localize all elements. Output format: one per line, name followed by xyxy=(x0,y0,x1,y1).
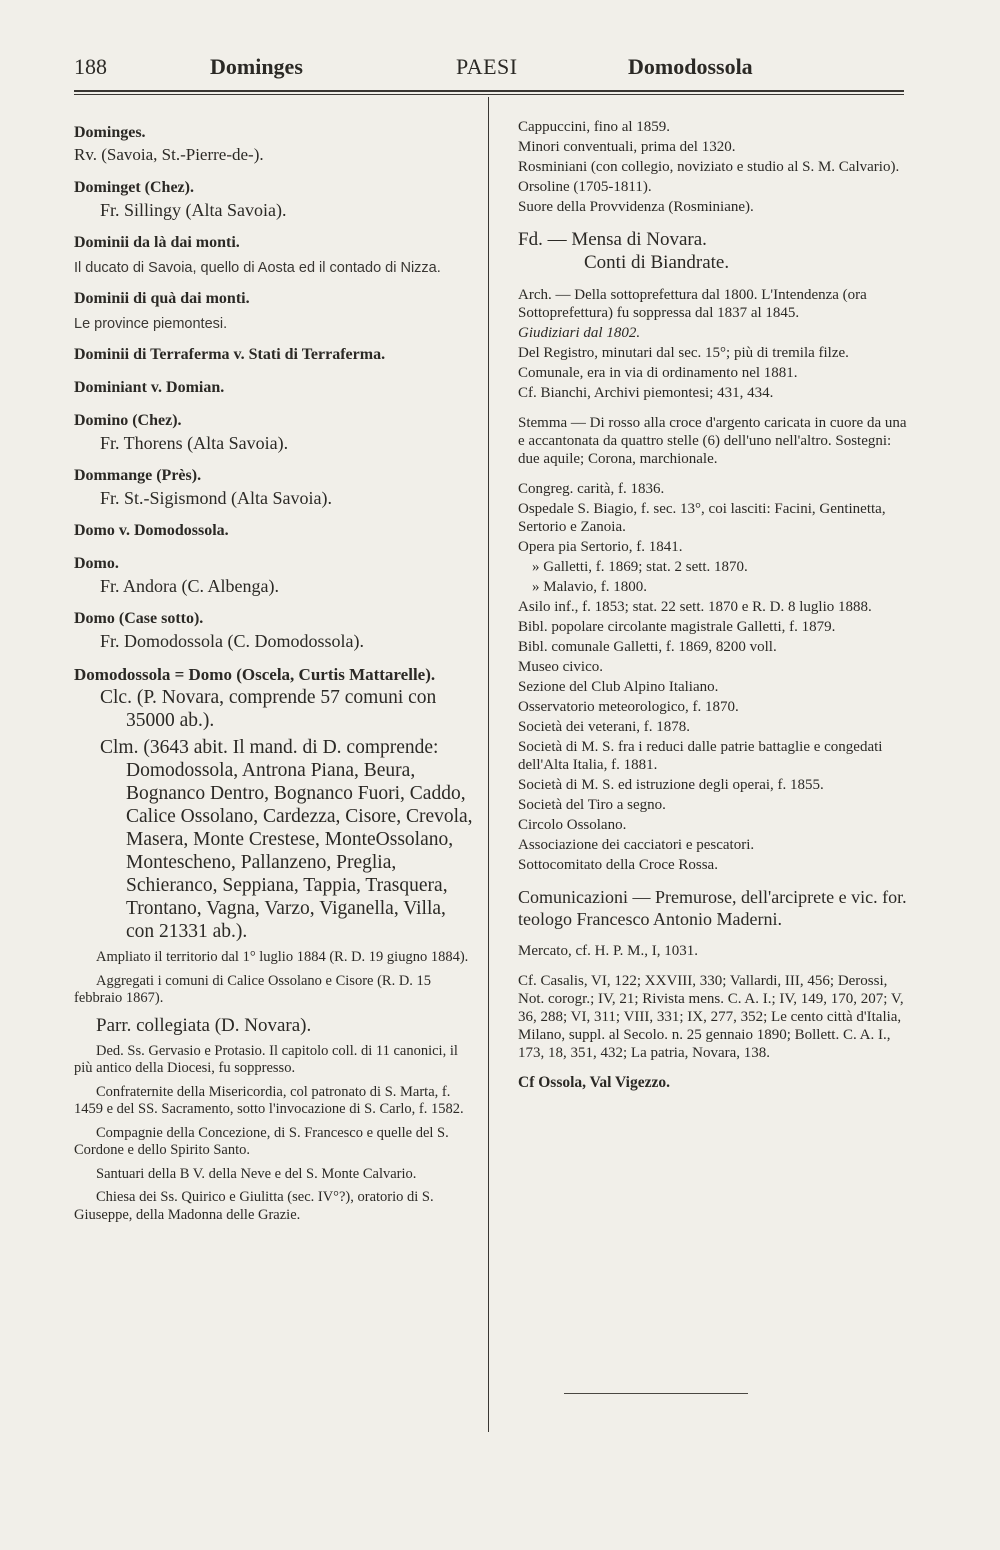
headword: Domino (Chez). xyxy=(74,412,182,429)
entry-sub: Rv. (Savoia, St.-Pierre-de-). xyxy=(74,145,264,164)
entry-domodossola xyxy=(74,663,478,943)
list-item: Società del Tiro a segno. xyxy=(518,797,666,813)
list-item: Giudiziari dal 1802. xyxy=(518,325,641,341)
entry-domino xyxy=(74,410,478,454)
headword: Domo. xyxy=(74,555,119,572)
entry-dominii-qua xyxy=(74,288,478,333)
cross-reference xyxy=(518,1074,908,1092)
page-number: 188 xyxy=(74,54,107,79)
headword: Dominii di quà dai monti. xyxy=(74,290,250,307)
left-guide-word: Dominges xyxy=(210,54,303,79)
headword: Dominiant v. Domian. xyxy=(74,379,225,396)
cross-reference-text: Cf Ossola, Val Vigezzo. xyxy=(518,1074,670,1091)
feudatari-line: Conti di Biandrate. xyxy=(584,252,730,273)
stemma-text: Stemma — Di rosso alla croce d'argento caricata in cuore da una e accantonata da quattro stelle (6) dell'uno nell'altro. Sostegni: due aquile; Corona, marchionale. xyxy=(518,415,907,467)
note-compagnie: Compagnie della Concezione, di S. Francesco e quelle del S. Cordone e dello Spirito Santo. xyxy=(74,1124,449,1158)
bibliografia xyxy=(518,972,908,1062)
entry-domo-case-sotto xyxy=(74,608,478,652)
note-chiesa: Chiesa dei Ss. Quirico e Giulitta (sec. IV°?), oratorio di S. Giuseppe, della Madonna delle Grazie. xyxy=(74,1189,434,1223)
comunicazioni-text: Comunicazioni — Premurose, dell'arciprete e vic. for. teologo Francesco Antonio Maderni. xyxy=(518,887,907,929)
list-item: Museo civico. xyxy=(518,659,603,675)
headword: Dominii di Terraferma v. Stati di Terraferma. xyxy=(74,346,386,363)
headword: Dominii da là dai monti. xyxy=(74,234,240,251)
note-confraternite: Confraternite della Misericordia, col patronato di S. Marta, f. 1459 e del SS. Sacramento, sotto l'invocazione di S. Carlo, f. 1582. xyxy=(74,1083,464,1117)
list-item: Comunale, era in via di ordinamento nel 1881. xyxy=(518,365,798,381)
list-item: Ospedale S. Biagio, f. sec. 13°, coi lasciti: Facini, Gentinetta, Sertorio e Zanoia. xyxy=(518,501,886,535)
list-item: Minori conventuali, prima del 1320. xyxy=(518,139,736,155)
entry-sub: Fr. Andora (C. Albenga). xyxy=(100,576,279,596)
entry-dominget xyxy=(74,177,478,221)
list-item: Suore della Provvidenza (Rosminiane). xyxy=(518,199,754,215)
headword: Domodossola = Domo (Oscela, Curtis Mattarelle). xyxy=(74,665,436,684)
right-column xyxy=(518,118,908,1104)
list-item: Società dei veterani, f. 1878. xyxy=(518,719,691,735)
header-rule-thin xyxy=(74,94,904,95)
list-item: Del Registro, minutari dal sec. 15°; più di tremila filze. xyxy=(518,345,849,361)
list-item: Società di M. S. fra i reduci dalle patrie battaglie e congedati dell'Alta Italia, f. 1881. xyxy=(518,739,883,773)
section-title: PAESI xyxy=(456,54,518,79)
circondario-line: Clc. (P. Novara, comprende 57 comuni con 35000 ab.). xyxy=(100,687,437,731)
mercato xyxy=(518,942,908,960)
mercato-text: Mercato, cf. H. P. M., I, 1031. xyxy=(518,943,698,959)
entry-sub: Fr. Thorens (Alta Savoia). xyxy=(100,433,289,453)
left-column xyxy=(74,122,478,1230)
list-item: Sottocomitato della Croce Rossa. xyxy=(518,857,718,873)
list-item: Cf. Bianchi, Archivi piemontesi; 431, 434. xyxy=(518,385,774,401)
header-rule-thick xyxy=(74,90,904,92)
list-item: Bibl. popolare circolante magistrale Galletti, f. 1879. xyxy=(518,619,836,635)
list-item: Rosminiani (con collegio, noviziato e studio al S. M. Calvario). xyxy=(518,159,900,175)
list-item: Arch. — Della sottoprefettura dal 1800. L'Intendenza (ora Sottoprefettura) fu soppressa dal 1837 al 1845. xyxy=(518,287,867,321)
list-item: Società di M. S. ed istruzione degli operai, f. 1855. xyxy=(518,777,824,793)
entry-dominii-terraferma xyxy=(74,344,478,366)
running-head xyxy=(74,54,904,86)
list-item: » Galletti, f. 1869; stat. 2 sett. 1870. xyxy=(532,559,748,575)
mandamento-line: Clm. (3643 abit. Il mand. di D. comprende: Domodossola, Antrona Piana, Beura, Bognanco Dentro, Bognanco Fuori, Caddo, Calice Ossolano, Cardezza, Cisore, Crevola, Masera, Monte Crestese, MonteOssolano, Montescheno, Pallanzeno, Preglia, Schieranco, Seppiana, Tappia, Trasquera, Trontano, Vagna, Varzo, Viganella, Villa, con 21331 ab.). xyxy=(100,737,473,942)
note-santuari: Santuari della B V. della Neve e del S. Monte Calvario. xyxy=(96,1165,417,1182)
entry-domo-v xyxy=(74,520,478,542)
comunicazioni xyxy=(518,886,908,930)
headword: Domo (Case sotto). xyxy=(74,610,204,627)
column-divider xyxy=(488,97,489,1432)
entry-note: Il ducato di Savoia, quello di Aosta ed il contado di Nizza. xyxy=(74,260,441,276)
parrocchia-heading: Parr. collegiata (D. Novara). xyxy=(96,1014,312,1036)
closing-rule xyxy=(564,1393,748,1394)
list-item: Circolo Ossolano. xyxy=(518,817,627,833)
ordini-religiosi xyxy=(518,118,908,216)
list-item: Sezione del Club Alpino Italiano. xyxy=(518,679,719,695)
list-item: Opera pia Sertorio, f. 1841. xyxy=(518,539,683,555)
list-item: Orsoline (1705-1811). xyxy=(518,179,652,195)
list-item: Osservatorio meteorologico, f. 1870. xyxy=(518,699,739,715)
entry-domo xyxy=(74,553,478,597)
list-item: Asilo inf., f. 1853; stat. 22 sett. 1870 e R. D. 8 luglio 1888. xyxy=(518,599,872,615)
list-item: Cappuccini, fino al 1859. xyxy=(518,119,671,135)
entry-sub: Fr. Domodossola (C. Domodossola). xyxy=(100,631,365,651)
stemma xyxy=(518,414,908,468)
entry-dommange xyxy=(74,465,478,509)
headword: Dominget (Chez). xyxy=(74,179,194,196)
entry-dominii-la xyxy=(74,232,478,277)
entry-dominges xyxy=(74,122,478,166)
entry-note: Le province piemontesi. xyxy=(74,316,228,332)
headword: Domo v. Domodossola. xyxy=(74,522,229,539)
entry-sub: Fr. Sillingy (Alta Savoia). xyxy=(100,200,287,220)
list-item: Congreg. carità, f. 1836. xyxy=(518,481,665,497)
list-item: Bibl. comunale Galletti, f. 1869, 8200 voll. xyxy=(518,639,777,655)
entry-sub: Fr. St.-Sigismond (Alta Savoia). xyxy=(100,488,333,508)
list-item: » Malavio, f. 1800. xyxy=(532,579,647,595)
headword: Dommange (Près). xyxy=(74,467,202,484)
list-item: Associazione dei cacciatori e pescatori. xyxy=(518,837,755,853)
archivi xyxy=(518,286,908,402)
feudatari-line: Fd. — Mensa di Novara. xyxy=(518,229,707,250)
right-guide-word: Domodossola xyxy=(628,54,753,79)
entry-dominiant xyxy=(74,377,478,399)
note-territorio: Ampliato il territorio dal 1° luglio 1884 (R. D. 19 giugno 1884). xyxy=(96,949,469,965)
istituzioni xyxy=(518,480,908,874)
note-dedicazione: Ded. Ss. Gervasio e Protasio. Il capitolo coll. di 11 canonici, il più antico della Diocesi, fu soppresso. xyxy=(74,1042,458,1076)
headword: Dominges. xyxy=(74,124,146,141)
note-aggregati: Aggregati i comuni di Calice Ossolano e Cisore (R. D. 15 febbraio 1867). xyxy=(74,972,432,1006)
feudatari xyxy=(518,228,908,274)
bibliografia-text: Cf. Casalis, VI, 122; XXVIII, 330; Vallardi, III, 456; Derossi, Not. corogr.; IV, 21; Rivista mens. C. A. I.; IV, 149, 170, 207; V, 36, 288; VI, 311; VIII, 331; IX, 277, 352; Le cento città d'Italia, Milano, suppl. al Secolo. n. 25 gennaio 1890; Bollett. C. A. I., 173, 18, 351, 432; La patria, Novara, 138. xyxy=(518,973,904,1061)
